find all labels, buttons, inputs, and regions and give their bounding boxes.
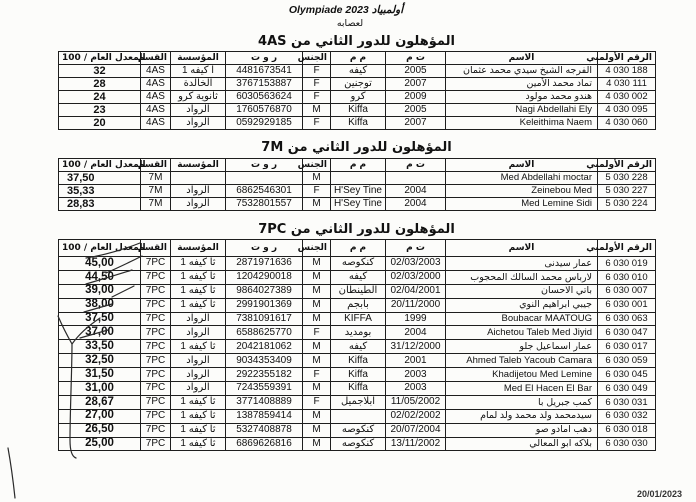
olympic-number-cell: 4 030 060 bbox=[598, 117, 656, 130]
olympic-number-cell: 6 030 018 bbox=[598, 423, 656, 437]
document-title: Olympiade 2023 أولمبياد bbox=[288, 4, 404, 16]
student-name-cell: Khadijetou Med Lemine bbox=[446, 368, 598, 382]
olympic-number-cell: 6 030 007 bbox=[598, 284, 656, 298]
table-row bbox=[59, 172, 656, 185]
school-cell: ا كيفه 1 bbox=[171, 65, 226, 78]
nni-cell: 2922355182 bbox=[226, 368, 303, 382]
gender-cell: M bbox=[303, 423, 331, 437]
nni-cell: 3767153887 bbox=[226, 78, 303, 91]
student-name-cell: الفرجه الشيخ سيدي محمد عثمان bbox=[446, 65, 598, 78]
school-cell: الخالدة bbox=[171, 78, 226, 91]
birth-date-cell: 2005 bbox=[386, 65, 446, 78]
nni-cell bbox=[226, 172, 303, 185]
student-name-cell: جيبي ابراهيم النوي bbox=[446, 298, 598, 312]
nni-cell: 2042181062 bbox=[226, 340, 303, 354]
school-cell: الرواد bbox=[171, 326, 226, 340]
student-name-cell: Keleithima Naem bbox=[446, 117, 598, 130]
olympic-number-header: الرقم الأولمبي bbox=[598, 240, 656, 257]
student-name-header: الاسم bbox=[446, 240, 598, 257]
birth-date-cell: 2007 bbox=[386, 78, 446, 91]
school-cell: ثا كيفه 1 bbox=[171, 270, 226, 284]
class-cell: 7PC bbox=[141, 423, 171, 437]
school-cell: ثا كيفه 1 bbox=[171, 340, 226, 354]
table-row bbox=[59, 284, 656, 298]
class-cell: 7M bbox=[141, 172, 171, 185]
score-cell: 38,00 bbox=[59, 298, 141, 312]
olympic-number-cell: 4 030 002 bbox=[598, 91, 656, 104]
document-date: 20/01/2023 bbox=[636, 489, 682, 499]
results-table bbox=[58, 51, 656, 130]
nni-cell: 4481673541 bbox=[226, 65, 303, 78]
birth-place-cell: Kiffa bbox=[331, 354, 386, 368]
student-name-cell: عمار اسماعيل جلو bbox=[446, 340, 598, 354]
class-cell: 7PC bbox=[141, 368, 171, 382]
birth-place-cell: الطينطان bbox=[331, 284, 386, 298]
gender-header: الجنس bbox=[303, 240, 331, 257]
birth-date-cell: 02/03/2000 bbox=[386, 270, 446, 284]
score-cell: 44,50 bbox=[59, 270, 141, 284]
class-cell: 7PC bbox=[141, 354, 171, 368]
nni-cell: 2871971636 bbox=[226, 257, 303, 271]
score-cell: 31,50 bbox=[59, 368, 141, 382]
olympic-number-cell: 4 030 188 bbox=[598, 65, 656, 78]
gender-cell: M bbox=[303, 340, 331, 354]
olympic-number-header: الرقم الأولمبي bbox=[598, 159, 656, 172]
gender-cell: M bbox=[303, 312, 331, 326]
olympic-number-cell: 6 030 017 bbox=[598, 340, 656, 354]
nni-cell: 9864027389 bbox=[226, 284, 303, 298]
birth-date-cell: 2003 bbox=[386, 368, 446, 382]
gender-cell: F bbox=[303, 65, 331, 78]
table-row bbox=[59, 423, 656, 437]
nni-cell: 0592929185 bbox=[226, 117, 303, 130]
birth-place-cell: كنكوصه bbox=[331, 257, 386, 271]
student-name-cell: تماد محمد الأمين bbox=[446, 78, 598, 91]
school-cell: ثا كيفه 1 bbox=[171, 298, 226, 312]
student-name-cell: Ahmed Taleb Yacoub Camara bbox=[446, 354, 598, 368]
olympic-number-cell: 6 030 031 bbox=[598, 395, 656, 409]
birth-date-cell: 2007 bbox=[386, 117, 446, 130]
olympic-number-cell: 6 030 047 bbox=[598, 326, 656, 340]
score-header: المعدل العام / 100 bbox=[59, 240, 141, 257]
olympic-number-cell: 6 030 001 bbox=[598, 298, 656, 312]
school-cell bbox=[171, 172, 226, 185]
class-cell: 4AS bbox=[141, 117, 171, 130]
score-cell: 28 bbox=[59, 78, 141, 91]
student-name-cell: Med Lemine Sidi bbox=[446, 198, 598, 211]
gender-cell: M bbox=[303, 284, 331, 298]
table-row bbox=[59, 395, 656, 409]
birth-place-cell: ابلاجميل bbox=[331, 395, 386, 409]
student-name-cell: Med Abdellahi moctar bbox=[446, 172, 598, 185]
birth-place-cell: H'Sey Tine bbox=[331, 185, 386, 198]
student-name-cell: Zeinebou Med bbox=[446, 185, 598, 198]
olympic-number-cell: 6 030 049 bbox=[598, 382, 656, 396]
birth-date-cell: 2004 bbox=[386, 198, 446, 211]
score-cell: 28,67 bbox=[59, 395, 141, 409]
class-header: القسم bbox=[141, 52, 171, 65]
section-heading: المؤهلون للدور الثاني من 4AS bbox=[258, 34, 455, 49]
birth-place-cell: توجنين bbox=[331, 78, 386, 91]
school-header: المؤسسة bbox=[171, 159, 226, 172]
olympic-number-header: الرقم الأولمبي bbox=[598, 52, 656, 65]
table-row bbox=[59, 298, 656, 312]
school-cell: ثا كيفه 1 bbox=[171, 437, 226, 451]
birth-date-cell: 2004 bbox=[386, 185, 446, 198]
birth-date-cell: 20/11/2000 bbox=[386, 298, 446, 312]
score-cell: 39,00 bbox=[59, 284, 141, 298]
score-header: المعدل العام / 100 bbox=[59, 52, 141, 65]
birth-place-cell: بومديد bbox=[331, 326, 386, 340]
school-cell: الرواد bbox=[171, 368, 226, 382]
birth-place-cell: KIFFA bbox=[331, 312, 386, 326]
table-row bbox=[59, 312, 656, 326]
class-cell: 7PC bbox=[141, 257, 171, 271]
table-row bbox=[59, 437, 656, 451]
class-cell: 7PC bbox=[141, 312, 171, 326]
birth-date-cell: 13/11/2002 bbox=[386, 437, 446, 451]
olympic-number-cell: 5 030 224 bbox=[598, 198, 656, 211]
results-table bbox=[58, 239, 656, 451]
school-cell: ثا كيفه 1 bbox=[171, 409, 226, 423]
birth-place-cell: كنكوصه bbox=[331, 437, 386, 451]
birth-place-cell bbox=[331, 409, 386, 423]
class-cell: 7PC bbox=[141, 340, 171, 354]
birth-date-cell: 02/03/2003 bbox=[386, 257, 446, 271]
student-name-header: الاسم bbox=[446, 52, 598, 65]
score-cell: 37,50 bbox=[59, 172, 141, 185]
school-cell: ثا كيفه 1 bbox=[171, 395, 226, 409]
nni-header: ر و ت bbox=[226, 159, 303, 172]
student-name-cell: Nagi Abdellahi Ely bbox=[446, 104, 598, 117]
table-row bbox=[59, 409, 656, 423]
gender-cell: M bbox=[303, 409, 331, 423]
birth-place-cell: Kiffa bbox=[331, 368, 386, 382]
school-cell: الرواد bbox=[171, 185, 226, 198]
gender-cell: M bbox=[303, 354, 331, 368]
school-cell: الرواد bbox=[171, 198, 226, 211]
birth-date-cell: 20/07/2004 bbox=[386, 423, 446, 437]
student-name-header: الاسم bbox=[446, 159, 598, 172]
gender-cell: F bbox=[303, 368, 331, 382]
class-cell: 7PC bbox=[141, 298, 171, 312]
score-cell: 31,00 bbox=[59, 382, 141, 396]
gender-cell: F bbox=[303, 117, 331, 130]
birth-place-cell: كرو bbox=[331, 91, 386, 104]
nni-cell: 1760576870 bbox=[226, 104, 303, 117]
score-cell: 32,50 bbox=[59, 354, 141, 368]
birth-place-cell: كيفه bbox=[331, 340, 386, 354]
birth-place-cell bbox=[331, 172, 386, 185]
nni-cell: 3771408889 bbox=[226, 395, 303, 409]
score-cell: 27,00 bbox=[59, 409, 141, 423]
score-cell: 35,33 bbox=[59, 185, 141, 198]
olympic-number-cell: 4 030 095 bbox=[598, 104, 656, 117]
nni-cell: 6862546301 bbox=[226, 185, 303, 198]
table-row bbox=[59, 104, 656, 117]
gender-cell: M bbox=[303, 172, 331, 185]
olympic-number-cell: 6 030 045 bbox=[598, 368, 656, 382]
olympic-number-cell: 6 030 063 bbox=[598, 312, 656, 326]
student-name-cell: دهب امادو صو bbox=[446, 423, 598, 437]
olympic-number-cell: 4 030 111 bbox=[598, 78, 656, 91]
student-name-cell: عمار سيدنى bbox=[446, 257, 598, 271]
birth-place-cell: بابجم bbox=[331, 298, 386, 312]
nni-cell: 7381091617 bbox=[226, 312, 303, 326]
header-row bbox=[59, 240, 656, 257]
class-cell: 7PC bbox=[141, 409, 171, 423]
table-row bbox=[59, 257, 656, 271]
nni-cell: 2991901369 bbox=[226, 298, 303, 312]
birth-date-cell: 2003 bbox=[386, 382, 446, 396]
class-cell: 7PC bbox=[141, 284, 171, 298]
student-name-cell: Med El Hacen El Bar bbox=[446, 382, 598, 396]
birth-date-header: ت م bbox=[386, 159, 446, 172]
header-row bbox=[59, 52, 656, 65]
gender-cell: F bbox=[303, 91, 331, 104]
class-cell: 4AS bbox=[141, 104, 171, 117]
score-cell: 20 bbox=[59, 117, 141, 130]
gender-cell: M bbox=[303, 437, 331, 451]
olympic-number-cell: 6 030 030 bbox=[598, 437, 656, 451]
birth-place-cell: كيفه bbox=[331, 270, 386, 284]
school-cell: ثا كيفه 1 bbox=[171, 423, 226, 437]
birth-date-cell: 02/04/2001 bbox=[386, 284, 446, 298]
olympic-number-cell: 6 030 059 bbox=[598, 354, 656, 368]
nni-cell: 5327408878 bbox=[226, 423, 303, 437]
class-header: القسم bbox=[141, 240, 171, 257]
birth-place-header: م م bbox=[331, 52, 386, 65]
score-cell: 37,50 bbox=[59, 312, 141, 326]
student-name-cell: Aichetou Taleb Med Jiyid bbox=[446, 326, 598, 340]
school-header: المؤسسة bbox=[171, 240, 226, 257]
gender-header: الجنس bbox=[303, 52, 331, 65]
birth-date-cell: 2009 bbox=[386, 91, 446, 104]
birth-place-cell: كيفه bbox=[331, 65, 386, 78]
table-row bbox=[59, 354, 656, 368]
nni-header: ر و ت bbox=[226, 240, 303, 257]
birth-place-cell: Kiffa bbox=[331, 117, 386, 130]
table-row bbox=[59, 270, 656, 284]
school-cell: الرواد bbox=[171, 104, 226, 117]
birth-date-cell: 02/02/2002 bbox=[386, 409, 446, 423]
olympic-number-cell: 6 030 032 bbox=[598, 409, 656, 423]
table-row bbox=[59, 340, 656, 354]
olympic-number-cell: 6 030 019 bbox=[598, 257, 656, 271]
gender-cell: M bbox=[303, 198, 331, 211]
class-header: القسم bbox=[141, 159, 171, 172]
birth-date-cell: 2005 bbox=[386, 104, 446, 117]
nni-cell: 6869626816 bbox=[226, 437, 303, 451]
table-row bbox=[59, 185, 656, 198]
class-cell: 4AS bbox=[141, 78, 171, 91]
score-cell: 24 bbox=[59, 91, 141, 104]
birth-date-cell bbox=[386, 172, 446, 185]
birth-date-header: ت م bbox=[386, 240, 446, 257]
birth-place-cell: Kiffa bbox=[331, 382, 386, 396]
student-name-cell: لارباس محمد السالك المحجوب bbox=[446, 270, 598, 284]
class-cell: 4AS bbox=[141, 91, 171, 104]
nni-cell: 1204290018 bbox=[226, 270, 303, 284]
nni-cell: 7243559391 bbox=[226, 382, 303, 396]
document-subtitle: لعصابه bbox=[336, 18, 364, 29]
nni-cell: 6030563624 bbox=[226, 91, 303, 104]
table-row bbox=[59, 65, 656, 78]
birth-date-header: ت م bbox=[386, 52, 446, 65]
olympic-number-cell: 6 030 010 bbox=[598, 270, 656, 284]
header-row bbox=[59, 159, 656, 172]
birth-date-cell: 11/05/2002 bbox=[386, 395, 446, 409]
school-cell: الرواد bbox=[171, 354, 226, 368]
table-row bbox=[59, 91, 656, 104]
table-row bbox=[59, 382, 656, 396]
school-cell: الرواد bbox=[171, 312, 226, 326]
school-cell: ثانوية كرو bbox=[171, 91, 226, 104]
gender-header: الجنس bbox=[303, 159, 331, 172]
class-cell: 7PC bbox=[141, 437, 171, 451]
nni-cell: 6588625770 bbox=[226, 326, 303, 340]
gender-cell: F bbox=[303, 395, 331, 409]
gender-cell: M bbox=[303, 257, 331, 271]
score-cell: 32 bbox=[59, 65, 141, 78]
olympic-number-cell: 5 030 228 bbox=[598, 172, 656, 185]
gender-cell: M bbox=[303, 298, 331, 312]
birth-place-header: م م bbox=[331, 240, 386, 257]
gender-cell: F bbox=[303, 326, 331, 340]
class-cell: 7M bbox=[141, 198, 171, 211]
score-header: المعدل العام / 100 bbox=[59, 159, 141, 172]
class-cell: 7PC bbox=[141, 270, 171, 284]
table-row bbox=[59, 326, 656, 340]
birth-place-header: م م bbox=[331, 159, 386, 172]
gender-cell: F bbox=[303, 185, 331, 198]
pen-stroke bbox=[8, 448, 15, 498]
score-cell: 23 bbox=[59, 104, 141, 117]
birth-place-cell: Kiffa bbox=[331, 104, 386, 117]
class-cell: 7PC bbox=[141, 395, 171, 409]
school-header: المؤسسة bbox=[171, 52, 226, 65]
school-cell: ثا كيفه 1 bbox=[171, 284, 226, 298]
birth-place-cell: كنكوصه bbox=[331, 423, 386, 437]
score-cell: 26,50 bbox=[59, 423, 141, 437]
birth-date-cell: 31/12/2000 bbox=[386, 340, 446, 354]
birth-date-cell: 1999 bbox=[386, 312, 446, 326]
score-cell: 45,00 bbox=[59, 257, 141, 271]
nni-cell: 9034353409 bbox=[226, 354, 303, 368]
gender-cell: M bbox=[303, 382, 331, 396]
school-cell: الرواد bbox=[171, 382, 226, 396]
nni-header: ر و ت bbox=[226, 52, 303, 65]
school-cell: الرواد bbox=[171, 117, 226, 130]
gender-cell: F bbox=[303, 78, 331, 91]
table-row bbox=[59, 78, 656, 91]
table-row bbox=[59, 117, 656, 130]
student-name-cell: باتي الاحسان bbox=[446, 284, 598, 298]
birth-place-cell: H'Sey Tine bbox=[331, 198, 386, 211]
olympic-number-cell: 5 030 227 bbox=[598, 185, 656, 198]
class-cell: 7PC bbox=[141, 382, 171, 396]
birth-date-cell: 2001 bbox=[386, 354, 446, 368]
gender-cell: M bbox=[303, 104, 331, 117]
nni-cell: 1387859414 bbox=[226, 409, 303, 423]
section-heading: المؤهلون للدور الثاني من 7M bbox=[261, 140, 452, 155]
gender-cell: M bbox=[303, 270, 331, 284]
class-cell: 4AS bbox=[141, 65, 171, 78]
student-name-cell: كمب جبريل با bbox=[446, 395, 598, 409]
table-row bbox=[59, 368, 656, 382]
results-table bbox=[58, 158, 656, 211]
school-cell: ثا كيفه 1 bbox=[171, 257, 226, 271]
student-name-cell: هندو محمد مولود bbox=[446, 91, 598, 104]
class-cell: 7PC bbox=[141, 326, 171, 340]
student-name-cell: سيدمحمد ولد محمد ولد لمام bbox=[446, 409, 598, 423]
score-cell: 37,00 bbox=[59, 326, 141, 340]
student-name-cell: بلاكه ابو المعالي bbox=[446, 437, 598, 451]
birth-date-cell: 2004 bbox=[386, 326, 446, 340]
section-heading: المؤهلون للدور الثاني من 7PC bbox=[258, 222, 455, 237]
student-name-cell: Boubacar MAATOUG bbox=[446, 312, 598, 326]
nni-cell: 7532801557 bbox=[226, 198, 303, 211]
score-cell: 33,50 bbox=[59, 340, 141, 354]
score-cell: 25,00 bbox=[59, 437, 141, 451]
score-cell: 28,83 bbox=[59, 198, 141, 211]
table-row bbox=[59, 198, 656, 211]
class-cell: 7M bbox=[141, 185, 171, 198]
